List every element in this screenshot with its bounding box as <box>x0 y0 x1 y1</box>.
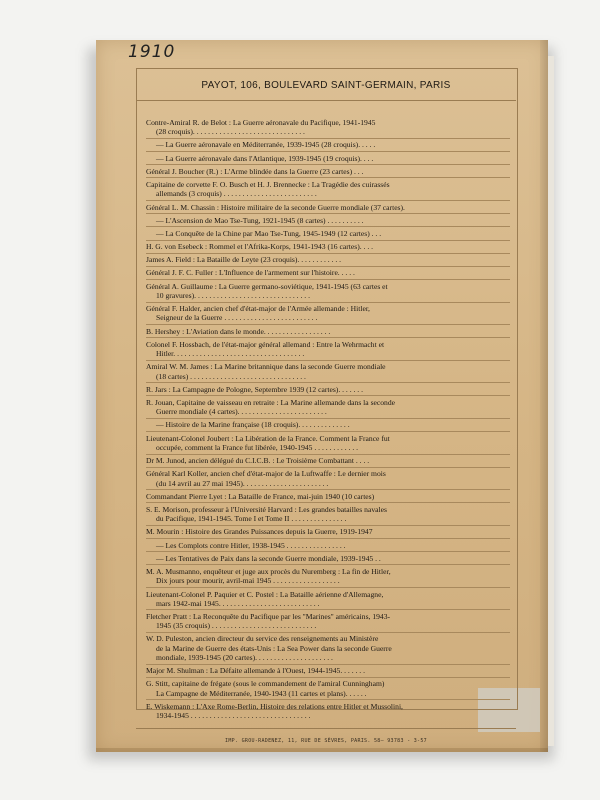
entry-separator <box>146 164 510 165</box>
book-entry-line: James A. Field : La Bataille de Leyte (23 croquis). . . . . . . . . . . . <box>146 255 342 265</box>
entry-separator <box>146 240 510 241</box>
book-entry-line: G. Stitt, capitaine de frégate (sous le commandement de l'amiral Cunningham) <box>146 679 385 689</box>
book-entry-line: du Pacifique, 1941-1945. Tome I et Tome II . . . . . . . . . . . . . . . <box>156 514 347 524</box>
entry-separator <box>146 609 510 610</box>
book-entry-line: allemands (3 croquis) . . . . . . . . . . . . . . . . . . . . . . . . . <box>156 189 317 199</box>
cover-bottom-edge <box>96 748 548 752</box>
book-entry <box>146 492 510 501</box>
book-entry-line: Commandant Pierre Lyet : La Bataille de France, mai-juin 1940 (10 cartes) <box>146 491 375 501</box>
book-entry <box>146 385 510 394</box>
book-entry-line: (28 croquis). . . . . . . . . . . . . . . . . . . . . . . . . . . . . . <box>156 127 305 137</box>
book-entry-line: Général J. F. C. Fuller : L'Influence de l'armement sur l'histoire. . . . . <box>146 268 355 278</box>
book-entry <box>146 203 510 212</box>
book-entry-line: W. D. Puleston, ancien directeur du service des renseignements au Ministère <box>146 634 379 644</box>
book-entry <box>146 340 510 359</box>
book-entry <box>146 118 510 137</box>
book-entry-line: R. Jouan, Capitaine de vaisseau en retraite : La Marine allemande dans la seconde <box>146 397 396 407</box>
entry-separator <box>146 279 510 280</box>
book-entry <box>146 362 510 381</box>
entry-separator <box>146 302 510 303</box>
book-entry-line: Hitler. . . . . . . . . . . . . . . . . . . . . . . . . . . . . . . . . . . <box>156 349 305 359</box>
entry-separator <box>146 587 510 588</box>
book-entry-line: de la Marine de Guerre des états-Unis : La Sea Power dans la seconde Guerre <box>156 643 392 653</box>
publisher-address: PAYOT, 106, BOULEVARD SAINT-GERMAIN, PARIS <box>201 80 451 91</box>
book-entry-line: Général L. M. Chassin : Histoire militaire de la seconde Guerre mondiale (37 cartes). <box>146 202 405 212</box>
book-entry <box>146 702 510 721</box>
book-entry-line: — L'Ascension de Mao Tse-Tung, 1921-1945 (8 cartes) . . . . . . . . . . <box>156 215 364 225</box>
page-edge-strip <box>548 56 554 746</box>
book-entry <box>146 666 510 675</box>
book-entry-line: (18 cartes) . . . . . . . . . . . . . . . . . . . . . . . . . . . . . . . <box>156 371 306 381</box>
book-entry <box>146 398 510 417</box>
book-entry-line: H. G. von Esebeck : Rommel et l'Afrika-Korps, 1941-1943 (16 cartes). . . . <box>146 242 374 252</box>
entry-separator <box>146 431 510 432</box>
entry-separator <box>146 632 510 633</box>
printer-imprint: IMP. GROU-RADENEZ, 11, RUE DE SÈVRES, PARIS. 58— 93783 - 3-57 <box>225 738 427 744</box>
book-entry-line: 1934-1945 . . . . . . . . . . . . . . . . . . . . . . . . . . . . . . . . <box>156 711 311 721</box>
book-entry-line: Fletcher Pratt : La Reconquête du Pacifique par les "Marines" américains, 1943- <box>146 612 391 621</box>
entry-separator <box>146 664 510 665</box>
book-entry <box>146 282 510 301</box>
book-entry <box>146 255 510 264</box>
entry-separator <box>146 502 510 503</box>
book-entry-line: B. Hershey : L'Aviation dans le monde. . . . . . . . . . . . . . . . . . <box>146 326 331 336</box>
book-entry <box>146 456 510 465</box>
book-entry <box>146 327 510 336</box>
entry-separator <box>146 200 510 201</box>
book-entry-line: Seigneur de la Guerre . . . . . . . . . . . . . . . . . . . . . . . . . <box>156 313 318 323</box>
entry-separator <box>146 324 510 325</box>
book-entry-line: (du 14 avril au 27 mai 1945). . . . . . . . . . . . . . . . . . . . . . . <box>156 478 329 488</box>
header-divider <box>136 100 516 101</box>
entry-separator <box>146 337 510 338</box>
entry-separator <box>146 382 510 383</box>
entry-separator <box>146 525 510 526</box>
book-entry-line: mars 1942-mai 1945. . . . . . . . . . . . . . . . . . . . . . . . . . . <box>156 598 320 608</box>
entry-separator <box>146 551 510 552</box>
book-entry <box>146 216 510 225</box>
handwritten-note: 1910 <box>128 42 176 62</box>
book-entry-line: Général Karl Koller, ancien chef d'état-major de la Luftwaffe : Le dernier mois <box>146 469 386 479</box>
book-entry <box>146 268 510 277</box>
entry-separator <box>146 138 510 139</box>
book-entry-line: Général A. Guillaume : La Guerre germano-soviétique, 1941-1945 (63 cartes et <box>146 281 388 291</box>
book-entry <box>146 679 510 698</box>
book-entry-line: Colonel F. Hossbach, de l'état-major général allemand : Entre la Wehrmacht et <box>146 339 385 349</box>
book-entry <box>146 567 510 586</box>
book-entry-line: E. Wiskemann : L'Axe Rome-Berlin, Histoire des relations entre Hitler et Mussolini, <box>146 701 403 711</box>
book-entry <box>146 634 510 662</box>
entry-separator <box>146 538 510 539</box>
book-entry-line: occupée, comment la France fut libérée, 1940-1945 . . . . . . . . . . . . <box>156 442 359 452</box>
entry-separator <box>146 226 510 227</box>
entry-separator <box>146 418 510 419</box>
book-entry-line: 1945 (35 croquis) . . . . . . . . . . . . . . . . . . . . . . . . . . . . <box>156 621 317 631</box>
entry-separator <box>146 467 510 468</box>
book-entry <box>146 505 510 524</box>
book-entry <box>146 541 510 550</box>
book-entry <box>146 554 510 563</box>
book-entry-line: — Histoire de la Marine française (18 croquis). . . . . . . . . . . . . . <box>156 420 350 430</box>
book-entry <box>146 304 510 323</box>
book-entry <box>146 612 510 631</box>
book-entry-line: Général J. Boucher (R.) : L'Arme blindée dans la Guerre (23 cartes) . . . <box>146 166 364 176</box>
book-entry <box>146 527 510 536</box>
book-entry-line: Contre-Amiral R. de Belot : La Guerre aéronavale du Pacifique, 1941-1945 <box>146 118 376 127</box>
book-entry <box>146 167 510 176</box>
book-entry <box>146 590 510 609</box>
entry-separator <box>146 699 510 700</box>
entry-separator <box>146 564 510 565</box>
book-entry-line: Général F. Halder, ancien chef d'état-major de l'Armée allemande : Hitler, <box>146 304 370 314</box>
entry-separator <box>146 253 510 254</box>
book-entry-line: Lieutenant-Colonel Joubert : La Libération de la France. Comment la France fut <box>146 433 390 443</box>
book-entry-line: — La Guerre aéronavale en Méditerranée, 1939-1945 (28 croquis). . . . . <box>156 140 376 150</box>
entry-separator <box>146 177 510 178</box>
book-entry-line: Capitaine de corvette F. O. Busch et H. J. Brennecke : La Tragédie des cuirassés <box>146 180 390 190</box>
book-entry-line: — La Conquête de la Chine par Mao Tse-Tung, 1945-1949 (12 cartes) . . . <box>156 228 382 238</box>
entry-separator <box>146 454 510 455</box>
cover-edge <box>540 40 548 752</box>
book-entry-line: M. A. Musmanno, enquêteur et juge aux procès du Nuremberg : La fin de Hitler, <box>146 567 391 577</box>
book-entry-line: 10 gravures). . . . . . . . . . . . . . . . . . . . . . . . . . . . . . . <box>156 290 310 300</box>
book-entry <box>146 242 510 251</box>
book-entry-line: — Les Tentatives de Paix dans la seconde Guerre mondiale, 1939-1945 . . <box>156 553 381 563</box>
book-entry <box>146 229 510 238</box>
entry-separator <box>146 213 510 214</box>
book-entry-line: Dr M. Junod, ancien délégué du C.I.C.B. : Le Troisième Combattant . . . . <box>146 456 370 466</box>
entry-separator <box>146 677 510 678</box>
book-entry-line: Major M. Shulman : La Défaite allemande à l'Ouest, 1944-1945. . . . . . . <box>146 666 366 676</box>
book-entry <box>146 140 510 149</box>
book-entry <box>146 154 510 163</box>
book-entry <box>146 469 510 488</box>
book-entry-line: Dix jours pour mourir, avril-mai 1945 . . . . . . . . . . . . . . . . . . <box>156 576 340 586</box>
book-entry-line: Amiral W. M. James : La Marine britannique dans la seconde Guerre mondiale <box>146 362 386 372</box>
entry-separator <box>146 489 510 490</box>
book-entry-line: La Campagne de Méditerranée, 1940-1943 (11 cartes et plans). . . . . . <box>156 688 367 698</box>
book-entry-line: Lieutenant-Colonel P. Paquier et C. Postel : La Bataille aérienne d'Allemagne, <box>146 589 384 599</box>
book-entry <box>146 180 510 199</box>
book-entry <box>146 434 510 453</box>
entry-separator <box>146 266 510 267</box>
book-entry-line: M. Mourin : Histoire des Grandes Puissances depuis la Guerre, 1919-1947 <box>146 527 373 537</box>
book-entry-line: R. Jars : La Campagne de Pologne, Septembre 1939 (12 cartes). . . . . . . <box>146 384 364 394</box>
book-list <box>146 118 510 721</box>
entry-separator <box>146 395 510 396</box>
book-entry-line: mondiale, 1939-1945 (20 cartes). . . . . . . . . . . . . . . . . . . . . <box>156 653 333 663</box>
entry-separator <box>146 151 510 152</box>
book-entry-line: — Les Complots contre Hitler, 1938-1945 . . . . . . . . . . . . . . . . <box>156 540 346 550</box>
footer-divider <box>136 728 516 729</box>
book-entry <box>146 420 510 429</box>
book-entry-line: Guerre mondiale (4 cartes). . . . . . . . . . . . . . . . . . . . . . . . <box>156 407 327 417</box>
book-entry-line: — La Guerre aéronavale dans l'Atlantique, 1939-1945 (19 croquis). . . . <box>156 153 374 163</box>
book-entry-line: S. E. Morison, professeur à l'Université Harvard : Les grandes batailles navales <box>146 504 387 514</box>
entry-separator <box>146 360 510 361</box>
